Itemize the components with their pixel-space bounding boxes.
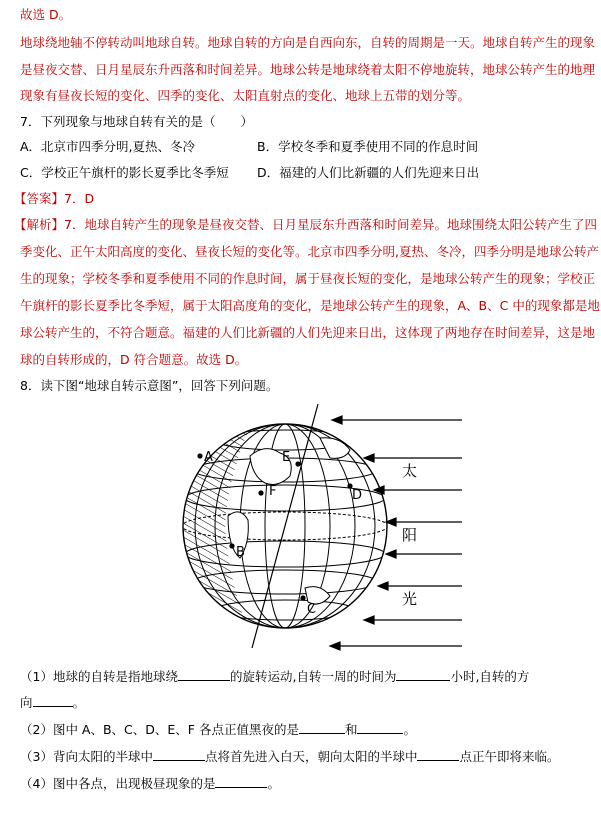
question-7-option-a: A．北京市四季分明,夏热、冬冷 [20, 139, 196, 154]
answer-blank-direction[interactable] [33, 695, 73, 707]
answer-value: 7．D [64, 191, 95, 206]
point-label-c: C [307, 602, 317, 617]
sub4-text-a: （4）图中各点，出现极昼现象的是 [20, 776, 216, 791]
answer-blank-axis[interactable] [178, 669, 230, 681]
point-label-f: F [269, 484, 277, 499]
previous-analysis-line-3: 现象有昼夜长短的变化、四季的变化、太阳直射点的变化、地球上五带的划分等。 [20, 88, 471, 103]
question-7-analysis-line-3: 生的现象；学校冬季和夏季使用不同的作息时间，属于昼夜长短的变化，是地球公转产生的现象；学校正 [20, 271, 596, 286]
sun-label-1: 太 [402, 462, 418, 480]
answer-tag: 【答案】 [14, 191, 65, 206]
question-7-option-d: D．福建的人们比新疆的人们先迎来日出 [257, 165, 480, 180]
question-7-analysis-line-5: 球公转产生的，不符合题意。福建的人们比新疆的人们先迎来日出，这体现了两地存在时间差异，这是地 [20, 325, 596, 340]
earth-rotation-diagram [170, 398, 470, 654]
answer-blank-noon[interactable] [417, 749, 459, 761]
previous-answer-line: 故选 D。 [20, 7, 72, 22]
sun-label-2: 阳 [402, 526, 418, 544]
analysis-tag: 【解析】 [14, 217, 65, 232]
sub2-text-c: 。 [403, 722, 416, 737]
sub1-text-e: 。 [72, 695, 86, 710]
sub2-text-b: 和 [344, 722, 358, 737]
question-7-analysis-line-4: 午旗杆的影长夏季比冬季短，属于太阳高度角的变化，是地球公转产生的现象，A、B、C 中的现象都是地 [20, 298, 600, 313]
answer-blank-polar-day[interactable] [215, 776, 267, 788]
answer-blank-hours[interactable] [396, 669, 450, 681]
question-8-sub-1 [20, 669, 529, 685]
question-8-sub-2 [20, 722, 416, 738]
sub2-text-a: （2）图中 A、B、C、D、E、F 各点正值黑夜的是 [20, 722, 299, 737]
sub3-text-a: （3）背向太阳的半球中 [20, 749, 153, 764]
sub1-text-b: 的旋转运动,自转一周的时间为 [229, 669, 397, 684]
question-8-sub-3 [20, 749, 560, 765]
answer-blank-night-2[interactable] [357, 722, 403, 734]
sub1-text-c: 小时,自转的方 [450, 669, 530, 684]
previous-analysis-line-2: 是昼夜交替、日月星辰东升西落和时间差异。地球公转是地球绕着太阳不停地旋转，地球公转产生的地理 [20, 62, 596, 77]
sub3-text-b: 点将首先进入白天，朝向太阳的半球中 [204, 749, 418, 764]
answer-blank-first-day[interactable] [153, 749, 205, 761]
point-label-e: E [282, 450, 291, 465]
sub4-text-b: 。 [267, 776, 280, 791]
question-7-analysis-line-2: 季变化、正午太阳高度的变化、昼夜长短的变化等。北京市四季分明,夏热、冬冷，四季分明是地球公转产 [20, 244, 599, 259]
point-label-d: D [352, 488, 363, 503]
answer-blank-night-1[interactable] [299, 722, 345, 734]
sub1-text-a: （1）地球的自转是指地球绕 [20, 669, 178, 684]
point-label-a: A [204, 450, 213, 465]
question-7-analysis-line-1 [14, 217, 597, 233]
sub3-text-c: 点正午即将来临。 [459, 749, 560, 764]
question-7-analysis-line-6: 球的自转形成的，D 符合题意。故选 D。 [20, 352, 248, 367]
question-7-stem: 7．下列现象与地球自转有关的是（ ） [20, 114, 253, 129]
point-label-b: B [236, 545, 245, 560]
sun-label-3: 光 [402, 590, 418, 608]
sub1-text-d: 向 [20, 695, 33, 710]
analysis-text: 7．地球自转产生的现象是昼夜交替、日月星辰东升西落和时间差异。地球围绕太阳公转产生了四 [64, 217, 597, 232]
question-8-stem: 8．读下图“地球自转示意图”，回答下列问题。 [20, 378, 279, 393]
question-8-sub-4 [20, 776, 280, 792]
question-7-option-b: B．学校冬季和夏季使用不同的作息时间 [257, 139, 479, 154]
question-7-option-c: C．学校正午旗杆的影长夏季比冬季短 [20, 165, 229, 180]
question-8-sub-1-cont [20, 695, 85, 711]
question-7-answer [14, 191, 94, 207]
previous-analysis-line-1: 地球绕地轴不停转动叫地球自转。地球自转的方向是自西向东，自转的周期是一天。地球自转产生的现象 [20, 35, 596, 50]
